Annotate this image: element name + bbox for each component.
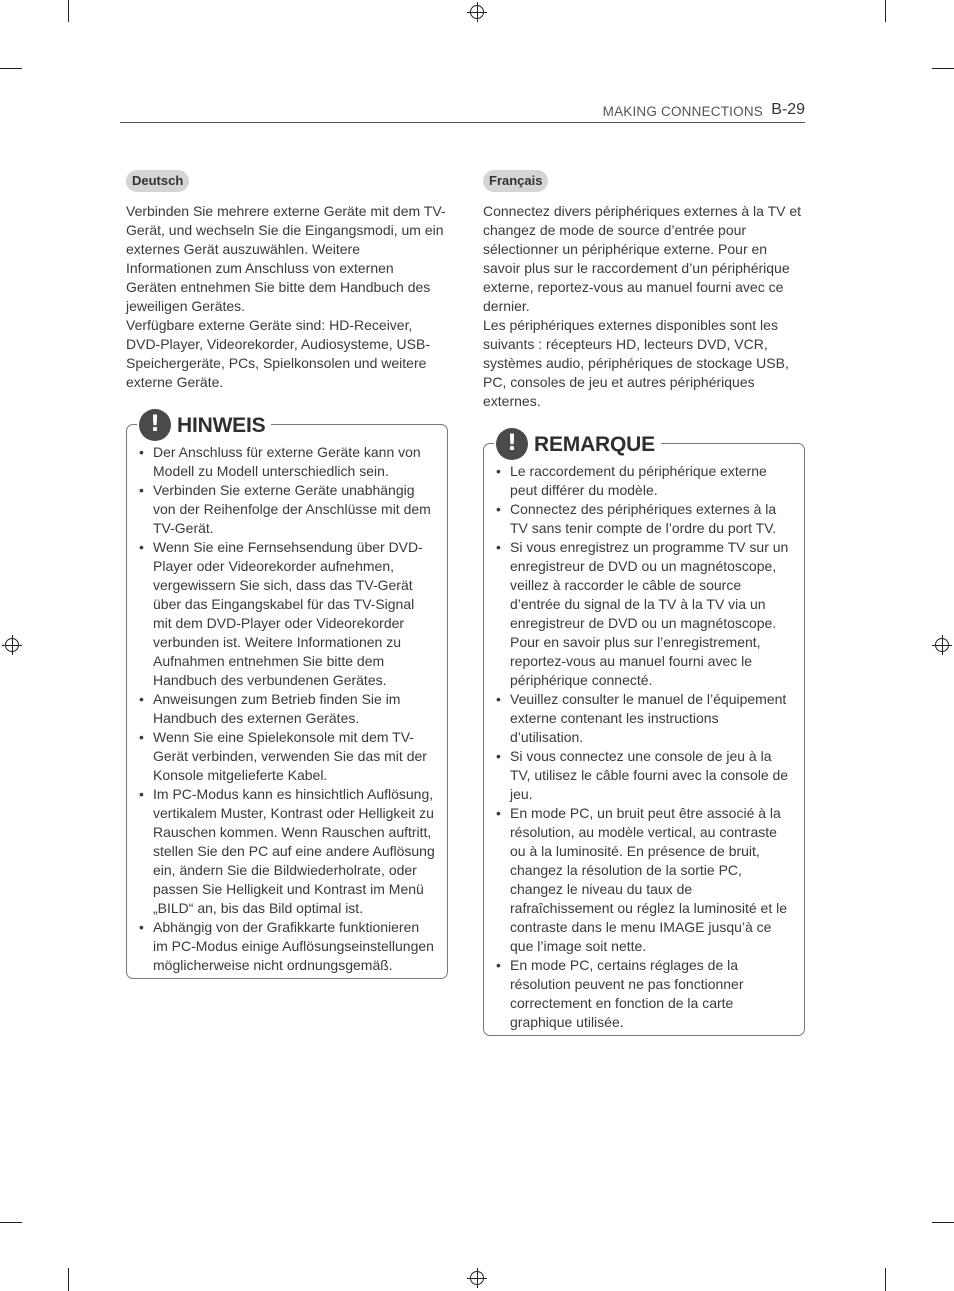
note-box-remarque <box>483 431 805 1036</box>
note-item: • Wenn Sie eine Spielekonsole mit dem TV-Gerät verbinden, verwenden Sie das mit der Konsole mitgelieferte Kabel. <box>153 728 435 785</box>
crop-mark <box>0 68 22 69</box>
note-item: • Im PC-Modus kann es hinsichtlich Auflösung, vertikalem Muster, Kontrast oder Helligkeit zu Rauschen kommen. Wenn Rauschen auftritt, stellen Sie den PC auf eine andere Auflösung ein, ändern Sie die Bildwiederholrate, oder passen Sie Helligkeit und Kontrast im Menü „BILD“ an, bis das Bild optimal ist. <box>153 785 435 918</box>
note-item: • Si vous connectez une console de jeu à la TV, utilisez le câble fourni avec la console de jeu. <box>510 747 792 804</box>
registration-mark-icon <box>935 638 949 652</box>
intro-paragraph: Verbinden Sie mehrere externe Geräte mit dem TV-Gerät, und wechseln Sie die Eingangsmodi, um ein externes Gerät auszuwählen. Weitere Informationen zum Anschluss von externen Geräten entnehmen Sie bitte dem Handbuch des jeweiligen Gerätes. <box>126 203 446 314</box>
intro-paragraph: Les périphériques externes disponibles sont les suivants : récepteurs HD, lecteurs DVD, VCR, systèmes audio, périphériques de stockage USB, PC, consoles de jeu et autres périphériques externes. <box>483 317 789 409</box>
crop-mark <box>932 1222 954 1223</box>
language-badge-francais: Français <box>483 170 548 192</box>
crop-mark <box>68 1268 69 1291</box>
exclamation-icon: ! <box>139 409 171 441</box>
note-item: • Der Anschluss für externe Geräte kann von Modell zu Modell unterschiedlich sein. <box>153 443 435 481</box>
section-title: MAKING CONNECTIONS <box>602 104 763 119</box>
crop-mark <box>0 1222 22 1223</box>
crop-mark <box>885 0 886 22</box>
registration-mark-icon <box>5 638 19 652</box>
intro-text-deutsch <box>126 202 448 392</box>
column-francais <box>483 170 805 1036</box>
column-deutsch <box>126 170 448 979</box>
exclamation-icon: ! <box>496 428 528 460</box>
intro-text-francais <box>483 202 805 411</box>
registration-mark-icon <box>470 1271 484 1285</box>
note-item: • Connectez des périphériques externes à la TV sans tenir compte de l’ordre du port TV. <box>510 500 792 538</box>
note-item: • Si vous enregistrez un programme TV sur un enregistreur de DVD ou un magnétoscope, veillez à raccorder le câble de source d’entrée du signal de la TV à la TV via un enregistreur de DVD ou un magnétoscope. Pour en savoir plus sur l’enregistrement, reportez-vous au manuel fourni avec le périphérique connecté. <box>510 538 792 690</box>
note-title: REMARQUE <box>534 432 655 456</box>
note-item: • En mode PC, certains réglages de la résolution peuvent ne pas fonctionner correctement en fonction de la carte graphique utilisée. <box>510 956 792 1032</box>
intro-paragraph: Verfügbare externe Geräte sind: HD-Receiver, DVD-Player, Videorekorder, Audiosysteme, USB-Speichergeräte, PCs, Spielkonsolen und weitere externe Geräte. <box>126 317 430 390</box>
note-box-hinweis <box>126 412 448 979</box>
note-item: • Wenn Sie eine Fernsehsendung über DVD-Player oder Videorekorder aufnehmen, vergewissern Sie sich, dass das TV-Gerät über das Eingangskabel für das TV-Signal mit dem DVD-Player oder Videorekorder verbunden ist. Weitere Informationen zu Aufnahmen entnehmen Sie bitte dem Handbuch des verbundenen Gerätes. <box>153 538 435 690</box>
note-item: • Anweisungen zum Betrieb finden Sie im Handbuch des externen Gerätes. <box>153 690 435 728</box>
page-header <box>120 100 805 123</box>
note-item: • Le raccordement du périphérique externe peut différer du modèle. <box>510 462 792 500</box>
language-badge-deutsch: Deutsch <box>126 170 189 192</box>
note-list <box>510 462 792 1032</box>
page-number: B-29 <box>771 101 805 118</box>
note-heading <box>137 410 271 440</box>
note-item: • Verbinden Sie externe Geräte unabhängig von der Reihenfolge der Anschlüsse mit dem TV-Gerät. <box>153 481 435 538</box>
note-title: HINWEIS <box>177 413 266 437</box>
crop-mark <box>932 68 954 69</box>
crop-mark <box>885 1268 886 1291</box>
note-list <box>153 443 435 975</box>
note-heading <box>494 429 661 459</box>
note-item: • En mode PC, un bruit peut être associé à la résolution, au modèle vertical, au contraste ou à la luminosité. En présence de bruit, changez la résolution de la sortie PC, changez le niveau du taux de rafraîchissement ou réglez la luminosité et le contraste dans le menu IMAGE jusqu’à ce que l’image soit nette. <box>510 804 792 956</box>
crop-mark <box>68 0 69 22</box>
registration-mark-icon <box>470 5 484 19</box>
intro-paragraph: Connectez divers périphériques externes à la TV et changez de mode de source d’entrée pour sélectionner un périphérique externe. Pour en savoir plus sur le raccordement d’un périphérique externe, reportez-vous au manuel fourni avec ce dernier. <box>483 203 802 314</box>
note-item: • Abhängig von der Grafikkarte funktionieren im PC-Modus einige Auflösungseinstellungen möglicherweise nicht ordnungsgemäß. <box>153 918 435 975</box>
note-item: • Veuillez consulter le manuel de l’équipement externe contenant les instructions d’utilisation. <box>510 690 792 747</box>
